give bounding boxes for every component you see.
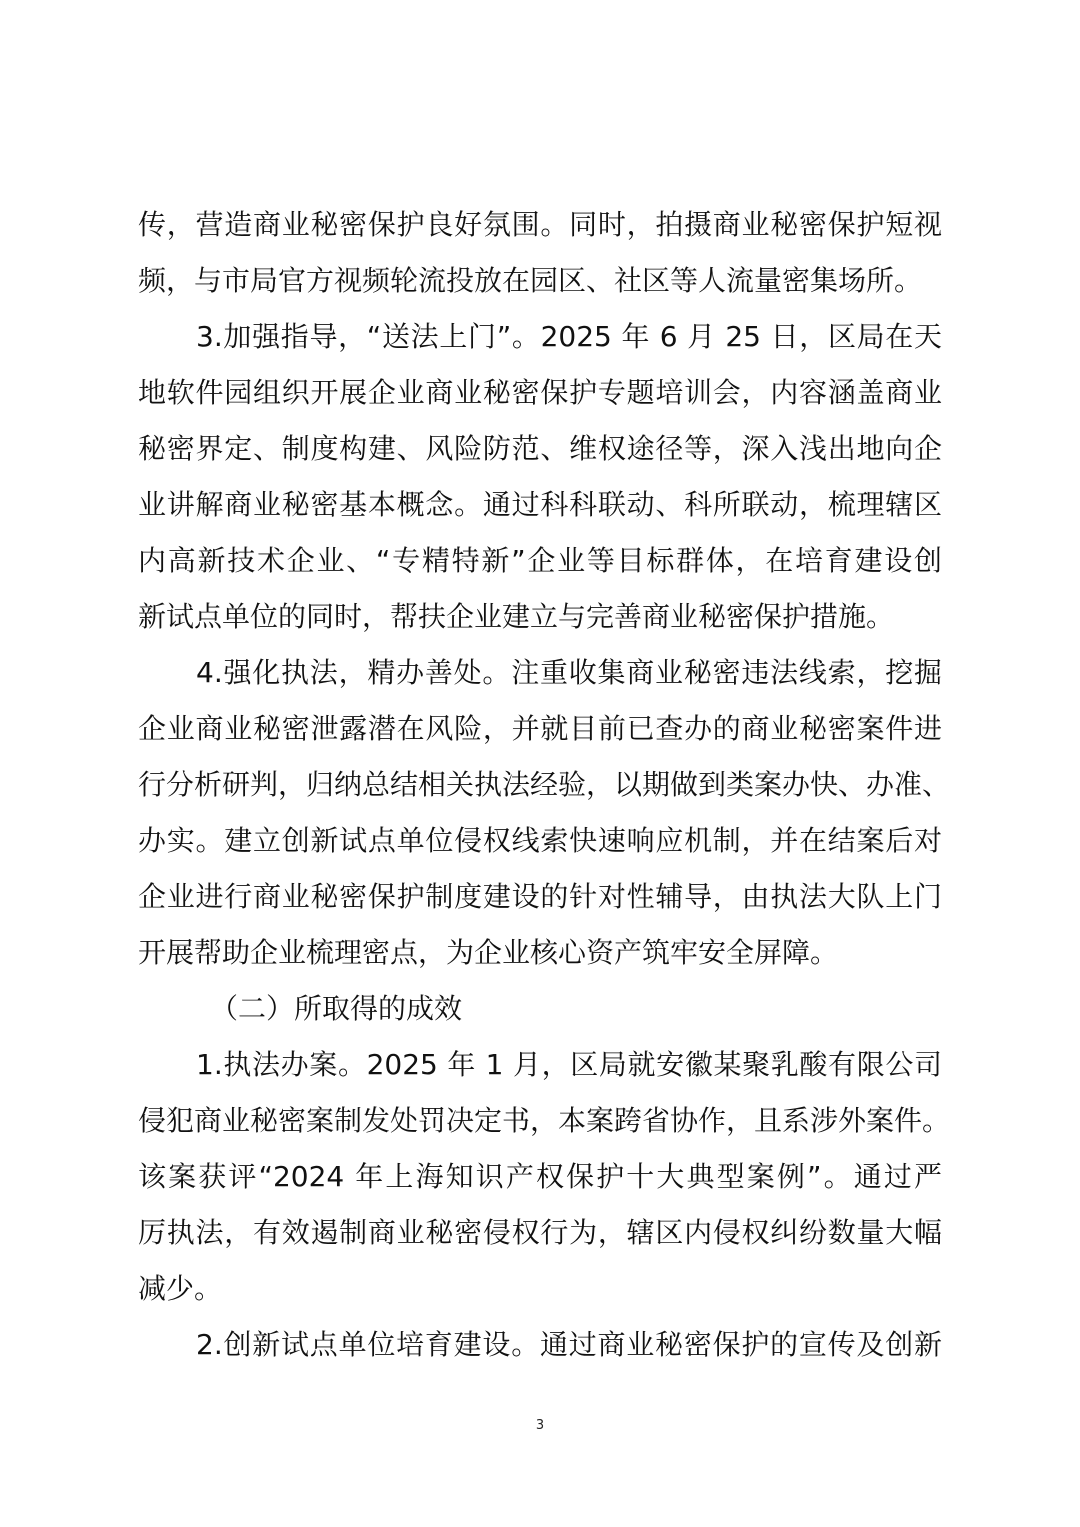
text-line: 新试点单位的同时，帮扶企业建立与完善商业秘密保护措施。 xyxy=(138,600,895,633)
text-line: 开展帮助企业梳理密点，为企业核心资产筑牢安全屏障。 xyxy=(138,936,839,969)
text-line: 1.执法办案。2025 年 1 月，区局就安徽某聚乳酸有限公司 xyxy=(196,1048,942,1081)
text-line: 4.强化执法，精办善处。注重收集商业秘密违法线索，挖掘 xyxy=(196,656,942,689)
text-line: 业讲解商业秘密基本概念。通过科科联动、科所联动，梳理辖区 xyxy=(138,488,942,521)
text-line: 内高新技术企业、“专精特新”企业等目标群体，在培育建设创 xyxy=(138,544,942,577)
text-line: 侵犯商业秘密案制发处罚决定书，本案跨省协作，且系涉外案件。 xyxy=(138,1104,951,1137)
text-line: 3.加强指导，“送法上门”。2025 年 6 月 25 日，区局在天 xyxy=(196,320,942,353)
text-line: 频，与市局官方视频轮流投放在园区、社区等人流量密集场所。 xyxy=(138,264,923,297)
text-line: 2.创新试点单位培育建设。通过商业秘密保护的宣传及创新 xyxy=(196,1328,942,1361)
page-number: 3 xyxy=(535,1418,545,1433)
text-line: 传，营造商业秘密保护良好氛围。同时，拍摄商业秘密保护短视 xyxy=(138,208,942,241)
text-line: 办实。建立创新试点单位侵权线索快速响应机制，并在结案后对 xyxy=(138,824,942,857)
text-line: 行分析研判，归纳总结相关执法经验，以期做到类案办快、办准、 xyxy=(138,768,951,801)
text-line: 地软件园组织开展企业商业秘密保护专题培训会，内容涵盖商业 xyxy=(138,376,942,409)
text-line: 减少。 xyxy=(138,1272,223,1305)
text-line: 秘密界定、制度构建、风险防范、维权途径等，深入浅出地向企 xyxy=(138,432,942,465)
text-line: 厉执法，有效遏制商业秘密侵权行为，辖区内侵权纠纷数量大幅 xyxy=(138,1216,942,1249)
text-line: 企业进行商业秘密保护制度建设的针对性辅导，由执法大队上门 xyxy=(138,880,942,913)
section-heading: （二）所取得的成效 xyxy=(210,992,463,1025)
text-line: 该案获评“2024 年上海知识产权保护十大典型案例”。通过严 xyxy=(138,1160,942,1193)
text-line: 企业商业秘密泄露潜在风险，并就目前已查办的商业秘密案件进 xyxy=(138,712,942,745)
